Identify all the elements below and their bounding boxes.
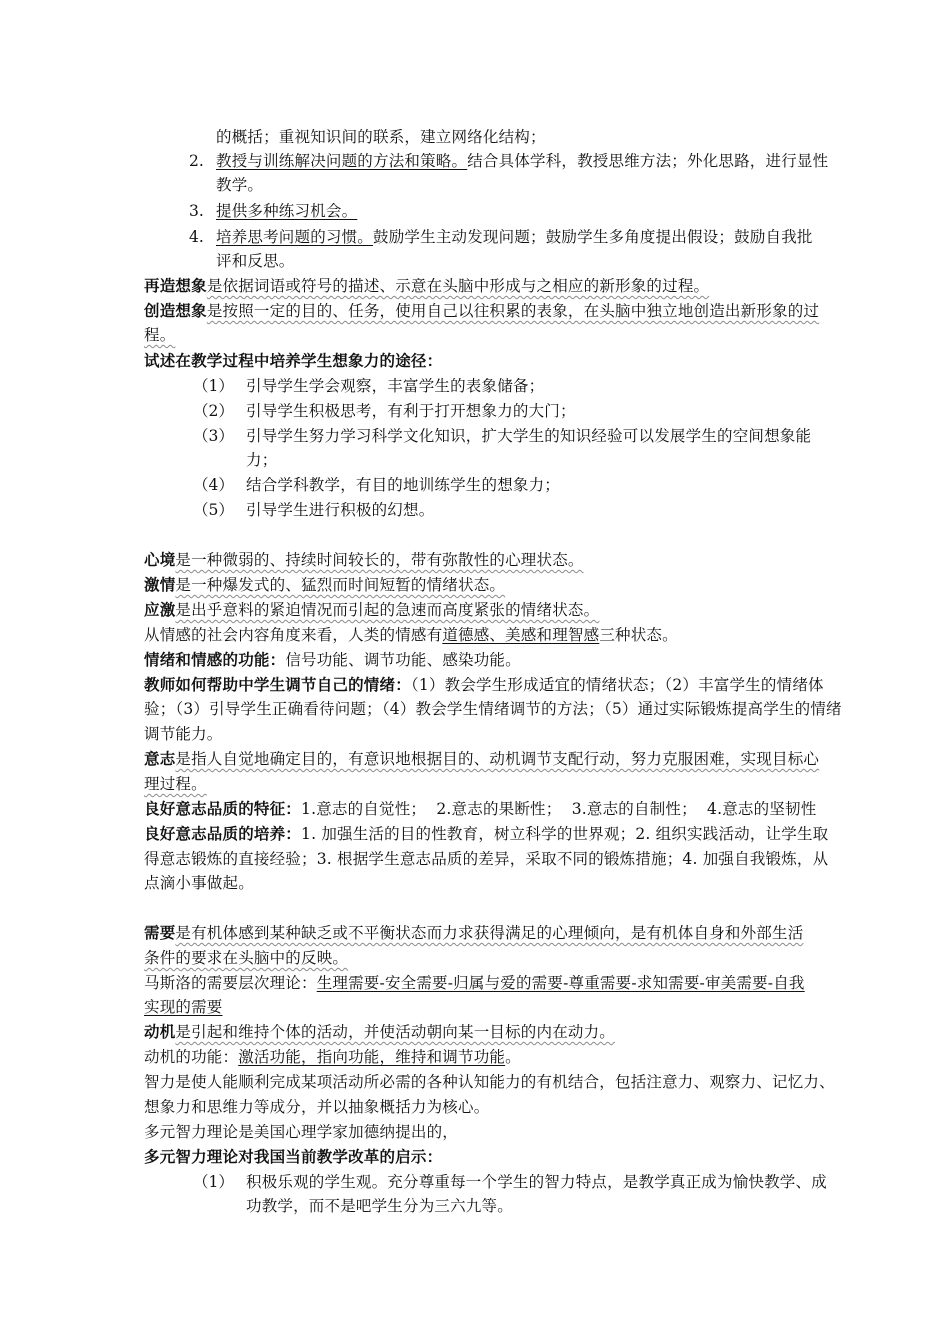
- list-number-3: 3.: [189, 202, 204, 220]
- question-imagination: 试述在教学过程中培养学生想象力的途径：: [144, 351, 443, 370]
- term-will: 意志: [144, 749, 176, 768]
- motive-functions: 动机的功能：激活功能，指向功能，维持和调节功能。: [144, 1048, 521, 1066]
- passion-definition: 激情是一种爆发式的、猛烈而时间短暂的情绪状态。: [144, 575, 506, 594]
- term-passion: 激情: [144, 575, 176, 594]
- way-number: （5）: [193, 501, 234, 519]
- list-item-4-heading: 培养思考问题的习惯。: [216, 228, 374, 246]
- way-item: 引导学生努力学习科学文化知识，扩大学生的知识经验可以发展学生的空间想象能: [246, 427, 812, 445]
- way-item: 引导学生积极思考，有利于打开想象力的大门；: [246, 402, 576, 420]
- term-reproductive-imagination: 再造想象: [144, 276, 207, 295]
- reproductive-imagination-definition: [144, 275, 709, 297]
- mood-definition: 心境是一种微弱的、持续时间较长的，带有弥散性的心理状态。: [144, 550, 584, 569]
- social-emotion-text: 从情感的社会内容角度来看，人类的情感有道德感、美感和理智感三种状态。: [144, 626, 678, 644]
- implication-number: （1）: [193, 1173, 234, 1191]
- list-item-2-continuation: 教学。: [216, 176, 264, 194]
- definition-text: 是依据词语或符号的描述、示意在头脑中形成与之相应的新形象的过程。: [206, 277, 710, 295]
- creative-imagination-definition: [144, 300, 819, 322]
- way-item: 引导学生学会观察，丰富学生的表象储备；: [246, 377, 545, 395]
- way-number: （4）: [193, 476, 234, 494]
- list-item-4: [216, 226, 813, 248]
- emotion-help-continuation: 调节能力。: [144, 725, 223, 743]
- list-item-4-text: 鼓励学生主动发现问题；鼓励学生多角度提出假设；鼓励自我批: [373, 228, 813, 246]
- will-definition: 意志是指人自觉地确定目的，有意识地根据目的、动机调节支配行动，努力克服困难，实现目标心: [144, 749, 820, 768]
- will-training-continuation: 点滴小事做起。: [144, 874, 254, 892]
- way-item: 结合学科教学，有目的地训练学生的想象力；: [246, 476, 561, 494]
- maslow-theory: 马斯洛的需要层次理论：生理需要-安全需要-归属与爱的需要-尊重需要-求知需要-审美需要-自我: [144, 974, 805, 992]
- definition-text: 是按照一定的目的、任务，使用自己以往积累的表象，在头脑中独立地创造出新形象的过: [206, 302, 820, 320]
- way-number: （2）: [193, 402, 234, 420]
- need-definition: 需要是有机体感到某种缺乏或不平衡状态而力求获得满足的心理倾向，是有机体自身和外部生活: [144, 923, 804, 942]
- motive-definition: 动机是引起和维持个体的活动，并使活动朝向某一目标的内在动力。: [144, 1022, 616, 1041]
- list-item-3-heading: 提供多种练习机会。: [216, 202, 358, 220]
- list-number-2: 2.: [189, 152, 204, 170]
- maslow-theory-continuation: 实现的需要: [144, 998, 223, 1016]
- emotion-help: 教师如何帮助中学生调节自己的情绪：（1）教会学生形成适宜的情绪状态；（2）丰富学生的情绪体: [144, 675, 824, 694]
- multiple-intelligence-text: 多元智力理论是美国心理学家加德纳提出的，: [144, 1123, 459, 1141]
- list-item-2-heading: 教授与训练解决问题的方法和策略。: [216, 152, 468, 170]
- will-training-continuation: 得意志锻炼的直接经验；3. 根据学生意志品质的差异，采取不同的锻炼措施；4. 加强自我锻炼，从: [144, 850, 829, 868]
- will-training: 良好意志品质的培养：1. 加强生活的目的性教育，树立科学的世界观；2. 组织实践活动，让学生取: [144, 824, 829, 843]
- implication-item-continuation: 功教学，而不是吧学生分为三六九等。: [246, 1197, 513, 1215]
- will-definition-continuation: 理过程。: [144, 775, 207, 793]
- way-item-continuation: 力；: [246, 451, 278, 469]
- way-number: （1）: [193, 377, 234, 395]
- list-item-4-continuation: 评和反思。: [216, 252, 295, 270]
- intelligence-definition-continuation: 想象力和思维力等成分，并以抽象概括力为核心。: [144, 1098, 490, 1116]
- list-item-2: [216, 150, 828, 172]
- term-creative-imagination: 创造想象: [144, 301, 207, 320]
- term-stress: 应激: [144, 600, 176, 619]
- list-number-4: 4.: [189, 228, 204, 246]
- way-item: 引导学生进行积极的幻想。: [246, 501, 435, 519]
- emotion-help-continuation: 验；（3）引导学生正确看待问题；（4）教会学生情绪调节的方法；（5）通过实际锻炼提高学生的情绪: [144, 700, 842, 718]
- intelligence-definition: 智力是使人能顺利完成某项活动所必需的各种认知能力的有机结合，包括注意力、观察力、记忆力、: [144, 1073, 835, 1091]
- term-motive: 动机: [144, 1022, 176, 1041]
- multiple-intelligence-question: 多元智力理论对我国当前教学改革的启示：: [144, 1147, 443, 1166]
- term-need: 需要: [144, 923, 176, 942]
- list-item-1-continuation: 的概括；重视知识间的联系，建立网络化结构；: [216, 128, 546, 146]
- need-definition-continuation: 条件的要求在头脑中的反映。: [144, 949, 349, 967]
- stress-definition: 应激是出乎意料的紧迫情况而引起的急速而高度紧张的情绪状态。: [144, 600, 600, 619]
- list-item-2-text: 结合具体学科，教授思维方法；外化思路，进行显性: [467, 152, 829, 170]
- will-traits: 良好意志品质的特征：1.意志的自觉性； 2.意志的果断性； 3.意志的自制性； 4.意志的坚韧性: [144, 799, 817, 818]
- term-mood: 心境: [144, 550, 176, 569]
- list-item-3: [216, 200, 357, 222]
- implication-item: 积极乐观的学生观。充分尊重每一个学生的智力特点，是教学真正成为愉快教学、成: [246, 1173, 827, 1191]
- creative-imagination-definition-continuation: 程。: [144, 326, 176, 344]
- emotion-functions: 情绪和情感的功能：信号功能、调节功能、感染功能。: [144, 650, 521, 669]
- way-number: （3）: [193, 427, 234, 445]
